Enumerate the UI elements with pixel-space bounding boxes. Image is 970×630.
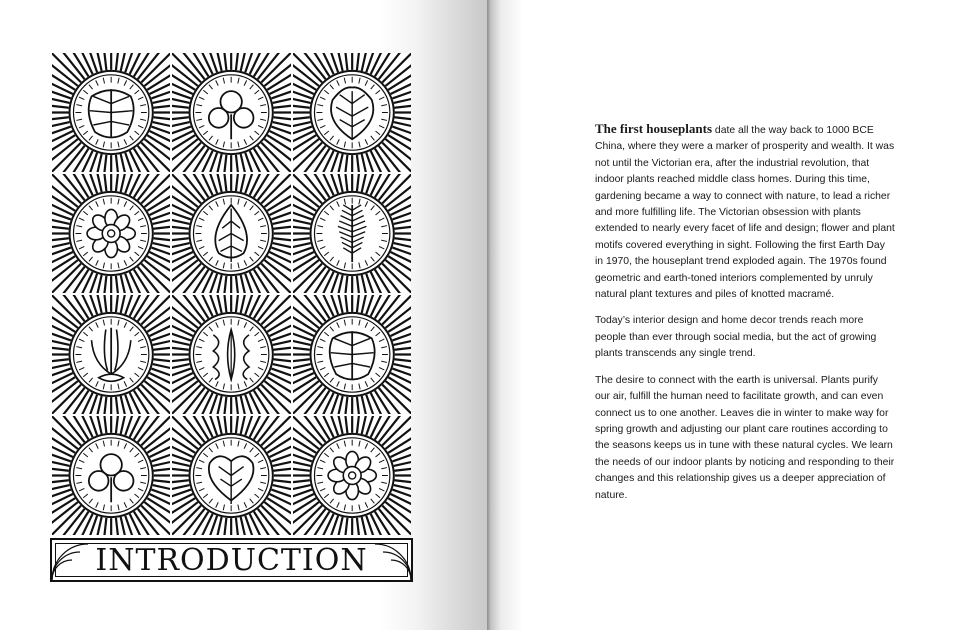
clover-leaf-icon <box>172 53 290 172</box>
plant-tile <box>172 53 290 172</box>
plant-tile-grid <box>52 53 411 535</box>
lead-phrase: The first houseplants <box>595 121 713 136</box>
tulip-sprout-icon <box>52 295 170 414</box>
plant-tile <box>172 174 290 293</box>
plant-tile <box>52 295 170 414</box>
rounded-leaf-icon <box>293 53 411 172</box>
plant-tile <box>293 174 411 293</box>
clover-leaf-icon <box>52 416 170 535</box>
plant-tile <box>293 416 411 535</box>
plant-tile <box>52 174 170 293</box>
plant-tile <box>293 53 411 172</box>
plant-tile <box>172 295 290 414</box>
paragraph-1-text: date all the way back to 1000 BCE China, where they were a marker of prosperity and wealth. It was not until the Victorian era, after the industrial revolution, that indoor plants reached middle class homes. During this time, gardening became a way to connect with nature, to lead a richer and more fulfilling life. The Victorian obsession with plants extended to nearly every facet of life and design; flower and plant motifs covered everything in sight. Following the first Earth Day in 1970, the houseplant trend exploded again. The 1970s found geometric and earth-toned interiors complemented by unruly natural plant textures and piles of knotted macramé. <box>595 125 895 301</box>
succulent-rosette-icon <box>52 174 170 293</box>
introduction-banner <box>50 538 413 582</box>
body-text <box>595 121 895 514</box>
paragraph-3: The desire to connect with the earth is universal. Plants purify our air, fulfill the human need to facilitate growth, and can even connect us to one another. Leaves die in winter to make way for spring growth and adjusting our plant care routines according to the seasons keeps us in tune with these natural cycles. We learn the needs of our indoor plants by noticing and responding to their changes and this relationship gives us a deeper appreciation of nature. <box>595 374 895 501</box>
heart-leaf-icon <box>172 416 290 535</box>
paragraph-2: Today’s interior design and home decor trends reach more people than ever through social media, but the act of growing plants transcends any single trend. <box>595 315 877 360</box>
plant-tile <box>293 295 411 414</box>
wavy-leaf-icon <box>172 295 290 414</box>
plant-tile <box>52 53 170 172</box>
succulent-rosette-icon <box>293 416 411 535</box>
plant-tile <box>172 416 290 535</box>
monstera-leaf-icon <box>293 295 411 414</box>
monstera-leaf-icon <box>52 53 170 172</box>
pointed-leaf-icon <box>172 174 290 293</box>
fern-frond-icon <box>293 174 411 293</box>
paragraph-1 <box>595 121 895 303</box>
page-title: INTRODUCTION <box>95 543 368 578</box>
plant-tile <box>52 416 170 535</box>
